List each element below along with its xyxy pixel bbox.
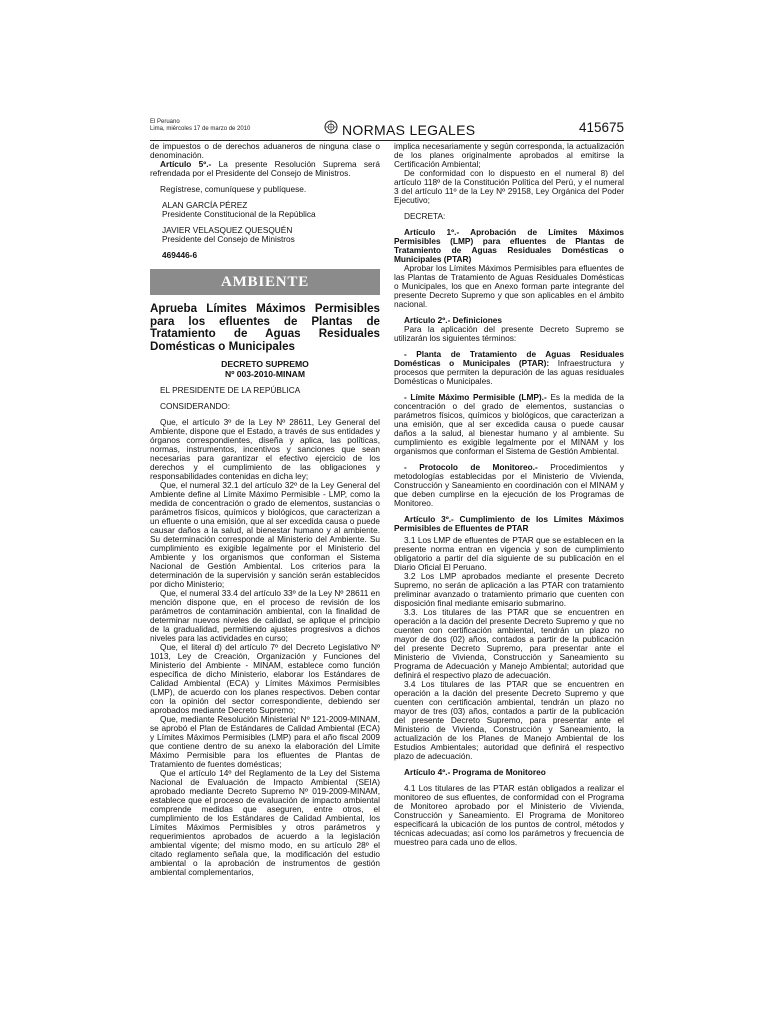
article-heading: Artículo 5º.- xyxy=(160,159,212,169)
article-heading: Artículo 3º.- Cumplimiento de los Límites Máximos Permisibles de Efluentes de PTAR xyxy=(394,514,624,533)
article-clause: 3.4 Los titulares de las PTAR que se encuentren en operación a la dación del presente Decreto Supremo y que cuenten con certificación ambiental, tendrán un plazo no mayor de tres (03) años, contados a partir de la publicación del presente Decreto Supremo, para presentar ante el Ministerio de Vivienda, Construcción y Saneamiento, la actualización de los Planes de Manejo Ambiental de los Estudios Ambientales; autoridad que definirá el respectivo plazo de adecuación. xyxy=(394,679,624,761)
decree-type: DECRETO SUPREMO xyxy=(221,359,309,370)
article-clause: 3.1 Los LMP de efluentes de PTAR que se establecen en la presente norma entran en vigencia y son de cumplimiento obligatorio a partir del día siguiente de su publicación en el Diario Oficial El Peruano. xyxy=(394,535,624,572)
paragraph xyxy=(150,160,380,178)
definition xyxy=(394,350,624,386)
recital: Que, el literal d) del artículo 7º del Decreto Legislativo Nº 1013, Ley de Creación, Organización y Funciones del Ministerio del Ambiente - MINAM, establece como función específica de dicho Ministerio, elaborar los Estándares de Calidad Ambiental (ECA) y Límites Máximos Permisibles (LMP), de acuerdo con los planes respectivos. Deben contar con la opinión del sector correspondiente, debiendo ser aprobados mediante Decreto Supremo; xyxy=(150,641,380,715)
header-center xyxy=(324,120,475,139)
definition-text: Infraestructura y procesos que permiten la depuración de las aguas residuales Domésticas o Municipales. xyxy=(394,358,624,386)
definition-term: - Límite Máximo Permisible (LMP).- xyxy=(404,392,547,402)
signatory-name: ALAN GARCÍA PÉREZ xyxy=(162,200,248,210)
emblem-icon xyxy=(324,120,338,139)
page-header xyxy=(150,118,624,141)
article-clause: 3.2 Los LMP aprobados mediante el presente Decreto Supremo, no serán de aplicación a las PTAR con tratamiento preliminar avanzado o tratamiento primario que cuenten con disposición final mediante emisario submarino. xyxy=(394,571,624,608)
section-band-label: AMBIENTE xyxy=(220,273,310,290)
article-text: Para la aplicación del presente Decreto Supremo se utilizarán los siguientes términos: xyxy=(394,324,624,343)
recital: Que, mediante Resolución Ministerial Nº 121-2009-MINAM, se aprobó el Plan de Estándares de Calidad Ambiental (ECA) y Límites Máximos Permisibles (LMP) para el año fiscal 2009 que contiene dentro de su anexo la elaboración del Límite Máximo Permisible para los efluentes de Plantas de Tratamiento de fuentes domésticas; xyxy=(150,713,380,769)
definition xyxy=(394,463,624,508)
norm-title: Aprueba Límites Máximos Permisibles para los efluentes de Plantas de Tratamiento de Aguas Residuales Domésticas o Municipales xyxy=(150,302,380,353)
paragraph: De conformidad con lo dispuesto en el numeral 8) del artículo 118º de la Constitución Política del Perú, y el numeral 3 del artículo 11º de la Ley Nº 29158, Ley Orgánica del Poder Ejecutivo; xyxy=(394,168,624,205)
right-column xyxy=(394,142,624,927)
closing-formula: Regístrese, comuníquese y publíquese. xyxy=(160,184,307,194)
recital: Que, el artículo 3º de la Ley Nº 28611, Ley General del Ambiente, dispone que el Estado, a través de sus entidades y órganos correspondientes, diseña y aplica, las políticas, normas, instrumentos, incentivos y sanciones que sean necesarias para garantizar el efectivo ejercicio de los derechos y el cumplimiento de las obligaciones y responsabilidades contenidas en dicha ley; xyxy=(150,416,380,481)
article-text: Aprobar los Límites Máximos Permisibles para efluentes de las Plantas de Tratamiento de Aguas Residuales Domésticas o Municipales, los que en Anexo forman parte integrante del presente Decreto Supremo y que son aplicables en el ámbito nacional. xyxy=(394,263,624,309)
article-clause: 3.3. Los titulares de las PTAR que se encuentren en operación a la dación del presente Decreto Supremo y que no cuenten con certificación ambiental, tendrán un plazo no mayor de dos (02) años, contados a partir de la publicación del presente Decreto Supremo, para presentar ante el Ministerio de Vivienda, Construcción y Saneamiento su Programa de Adecuación y Manejo Ambiental; autoridad que definirá el respectivo plazo de adecuación. xyxy=(394,607,624,680)
preamble-heading: EL PRESIDENTE DE LA REPÚBLICA xyxy=(160,384,301,395)
definition-term: - Planta de Tratamiento de Aguas Residuales Domésticas o Municipales (PTAR): xyxy=(394,349,624,368)
definition xyxy=(394,393,624,456)
paragraph: de impuestos o de derechos aduaneros de ninguna clase o denominación. xyxy=(150,142,380,160)
signatory-role: Presidente Constitucional de la República xyxy=(162,209,316,219)
signatory-role: Presidente del Consejo de Ministros xyxy=(162,234,295,244)
article-clause: 4.1 Los titulares de las PTAR están obligados a realizar el monitoreo de sus efluentes, de conformidad con el Programa de Monitoreo aprobado por el Ministerio de Vivienda, Construcción y Saneamiento. El Programa de Monitoreo especificará la ubicación de los puntos de control, métodos y técnicas adecuadas; así como los parámetros y frecuencia de muestreo para cada uno de ellos. xyxy=(394,783,624,847)
section-title: NORMAS LEGALES xyxy=(342,121,476,138)
article-heading: Artículo 1º.- Aprobación de Límites Máximos Permisibles (LMP) para efluentes de Plantas de Tratamiento de Aguas Residuales Domésticas o Municipales (PTAR) xyxy=(394,227,624,264)
issue-date: Lima, miércoles 17 de marzo de 2010 xyxy=(150,126,251,132)
decreta-heading: DECRETA: xyxy=(404,211,446,221)
article-heading: Artículo 4º.- Programa de Monitoreo xyxy=(404,767,546,777)
definition-text: Es la medida de la concentración o del grado de elementos, sustancias o parámetros físicos, químicos y biológicos, que caracterizan a una emisión, que al ser excedida causa o puede causar daños a la salud, al bienestar humano y al ambiente. Su cumplimiento es exigible legalmente por el MINAM y los organismos que conforman el Sistema de Gestión Ambiental. xyxy=(394,392,624,456)
left-column xyxy=(150,142,380,927)
section-band xyxy=(150,269,380,295)
newspaper-name: El Peruano xyxy=(150,119,180,125)
definition-text: Procedimientos y metodologías establecidas por el Ministerio de Vivienda, Construcción y Saneamiento en coordinación con el MINAM y que deben cumplirse en la ejecución de los Programas de Monitoreo. xyxy=(394,462,624,508)
article-heading: Artículo 2º.- Definiciones xyxy=(404,315,502,325)
recital: Que el artículo 14º del Reglamento de la Ley del Sistema Nacional de Evaluación de Impacto Ambiental (SEIA) aprobado mediante Decreto Supremo Nº 019-2009-MINAM, establece que el proceso de evaluación de impacto ambiental comprende medidas que aseguren, entre otros, el cumplimiento de los Estándares de Calidad Ambiental, los Límites Máximos Permisibles y otros parámetros y requerimientos aprobados de acuerdo a la legislación ambiental vigente; del mismo modo, en su artículo 28º el citado reglamento señala que, la modificación del estudio ambiental o la aprobación de instrumentos de gestión ambiental complementarios, xyxy=(150,767,380,877)
page-number: 415675 xyxy=(578,120,624,135)
recital: Que, el numeral 33.4 del artículo 33º de la Ley Nº 28611 en mención dispone que, en el proceso de revisión de los parámetros de contaminación ambiental, con la finalidad de determinar nuevos niveles de calidad, se aplique el principio de la gradualidad, permitiendo ajustes progresivos a dichos niveles para las actividades en curso; xyxy=(150,587,380,643)
header-left xyxy=(150,119,250,133)
recital: Que, el numeral 32.1 del artículo 32º de la Ley General del Ambiente define al Límite Máximo Permisible - LMP, como la medida de concentración o grado de elementos, sustancias o parámetros físicos, químicos y biológicos, que caracterizan a un efluente o una emisión, que al ser excedida causa o puede causar daños a la salud, al bienestar humano y al ambiente. Su determinación corresponde al Ministerio del Ambiente. Su cumplimiento es exigible legalmente por el Ministerio del Ambiente y los organismos que conforman el Sistema Nacional de Gestión Ambiental. Los criterios para la determinación de la supervisión y sanción serán establecidos por dicho Ministerio; xyxy=(150,479,380,589)
publication-code: 469446-6 xyxy=(162,250,198,260)
paragraph: implica necesariamente y según corresponda, la actualización de los planes originalmente aprobados al emitirse la Certificación Ambiental; xyxy=(394,142,624,169)
signatory-name: JAVIER VELASQUEZ QUESQUÉN xyxy=(162,225,293,235)
decree-number: Nº 003-2010-MINAM xyxy=(224,368,306,379)
considerando-heading: CONSIDERANDO: xyxy=(160,400,231,411)
article-text: La presente Resolución Suprema será refrendada por el Presidente del Consejo de Ministros. xyxy=(150,159,380,178)
definition-term: - Protocolo de Monitoreo.- xyxy=(404,462,538,472)
